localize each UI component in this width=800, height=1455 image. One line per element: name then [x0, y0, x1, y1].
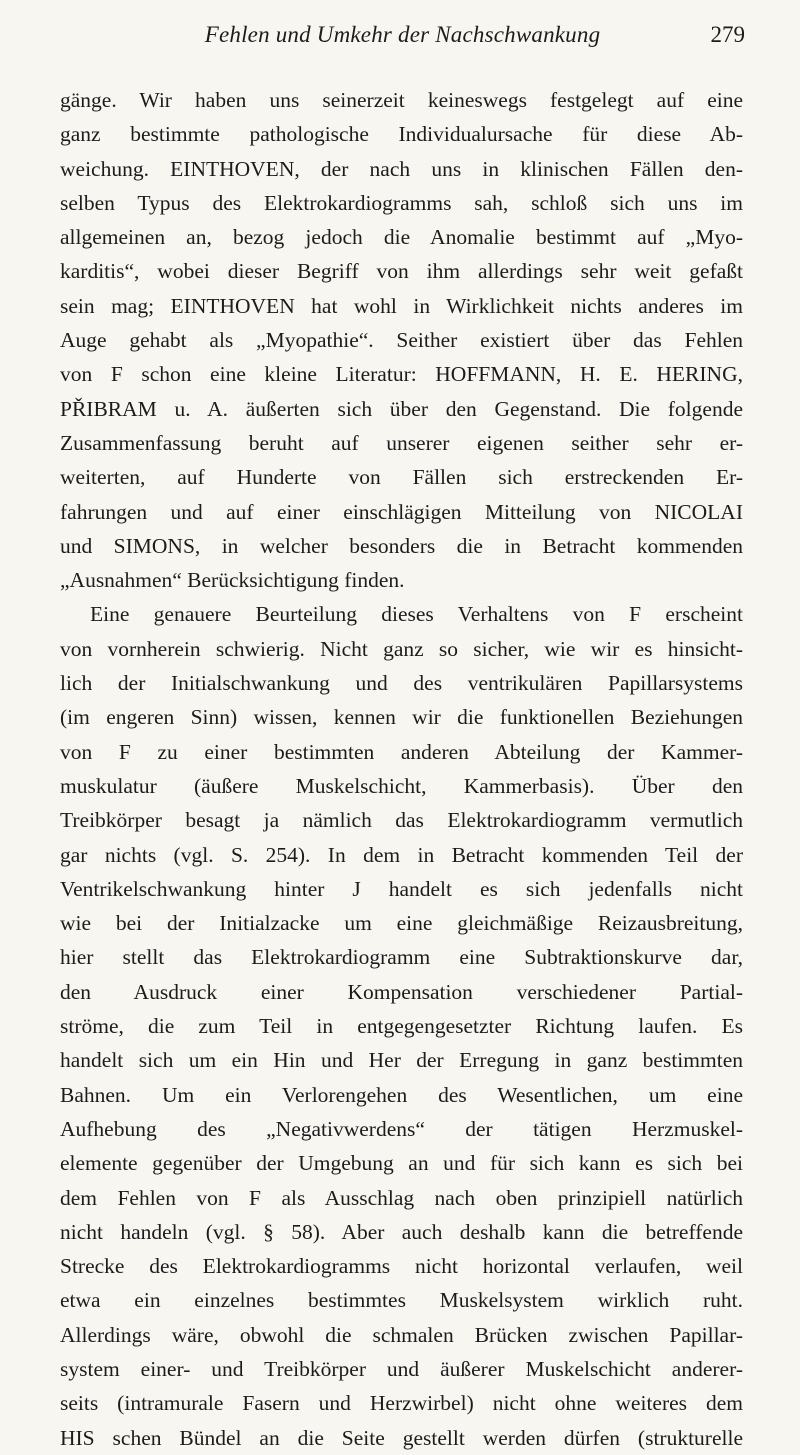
text-line: Ventrikelschwankung hinter J handelt es sich jedenfalls nicht: [60, 876, 743, 901]
text-line: karditis“, wobei dieser Begriff von ihm allerdings sehr weit gefaßt: [60, 259, 743, 284]
text-line: Allerdings wäre, obwohl die schmalen Brücken zwischen Papillar-: [60, 1322, 743, 1347]
text-line: Zusammenfassung beruht auf unserer eigenen seither sehr er-: [60, 430, 743, 455]
text-line: handelt sich um ein Hin und Her der Erregung in ganz bestimmten: [60, 1048, 743, 1073]
text-line: ströme, die zum Teil in entgegengesetzter Richtung laufen. Es: [60, 1014, 743, 1039]
text-line: (im engeren Sinn) wissen, kennen wir die funktionellen Beziehungen: [60, 705, 743, 730]
text-line: Treibkörper besagt ja nämlich das Elektrokardiogramm vermutlich: [60, 808, 743, 833]
text-line: fahrungen und auf einer einschlägigen Mitteilung von NICOLAI: [60, 499, 743, 524]
text-line: von vornherein schwierig. Nicht ganz so sicher, wie wir es hinsicht-: [60, 636, 743, 661]
text-line: weichung. EINTHOVEN, der nach uns in klinischen Fällen den-: [60, 156, 743, 181]
text-line: muskulatur (äußere Muskelschicht, Kammerbasis). Über den: [60, 773, 743, 798]
text-line: elemente gegenüber der Umgebung an und für sich kann es sich bei: [60, 1151, 743, 1176]
text-line: system einer- und Treibkörper und äußerer Muskelschicht anderer-: [60, 1356, 743, 1381]
text-line: PŘIBRAM u. A. äußerten sich über den Gegenstand. Die folgende: [60, 396, 743, 421]
text-line: lich der Initialschwankung und des ventrikulären Papillarsystems: [60, 671, 743, 696]
text-line: Aufhebung des „Negativwerdens“ der tätigen Herzmuskel-: [60, 1116, 743, 1141]
running-header: [60, 14, 745, 50]
text-line: und SIMONS, in welcher besonders die in Betracht kommenden: [60, 533, 743, 558]
text-line: gar nichts (vgl. S. 254). In dem in Betracht kommenden Teil der: [60, 842, 743, 867]
text-line: Auge gehabt als „Myopathie“. Seither existiert über das Fehlen: [60, 328, 743, 353]
text-line: ganz bestimmte pathologische Individualursache für diese Ab-: [60, 122, 743, 147]
text-line: von F zu einer bestimmten anderen Abteilung der Kammer-: [60, 739, 743, 764]
text-line: allgemeinen an, bezog jedoch die Anomalie bestimmt auf „Myo-: [60, 225, 743, 250]
text-line: dem Fehlen von F als Ausschlag nach oben prinzipiell natürlich: [60, 1185, 743, 1210]
text-line: hier stellt das Elektrokardiogramm eine Subtraktionskurve dar,: [60, 945, 743, 970]
text-line: sein mag; EINTHOVEN hat wohl in Wirklichkeit nichts anderes im: [60, 293, 743, 318]
text-line: weiterten, auf Hunderte von Fällen sich erstreckenden Er-: [60, 465, 743, 490]
text-line: nicht handeln (vgl. § 58). Aber auch deshalb kann die betreffende: [60, 1219, 743, 1244]
text-line: HIS schen Bündel an die Seite gestellt werden dürfen (strukturelle: [60, 1425, 743, 1450]
text-line: Eine genauere Beurteilung dieses Verhaltens von F erscheint: [90, 602, 743, 627]
text-line: seits (intramurale Fasern und Herzwirbel) nicht ohne weiteres dem: [60, 1391, 743, 1416]
text-line: selben Typus des Elektrokardiogramms sah, schloß sich uns im: [60, 190, 743, 215]
text-line: Strecke des Elektrokardiogramms nicht horizontal verlaufen, weil: [60, 1254, 743, 1279]
text-line: wie bei der Initialzacke um eine gleichmäßige Reizausbreitung,: [60, 911, 743, 936]
text-line: etwa ein einzelnes bestimmtes Muskelsystem wirklich ruht.: [60, 1288, 743, 1313]
text-line: gänge. Wir haben uns seinerzeit keineswegs festgelegt auf eine: [60, 88, 743, 112]
text-line: Bahnen. Um ein Verlorengehen des Wesentlichen, um eine: [60, 1082, 743, 1107]
page-number: 279: [710, 22, 745, 47]
text-line: von F schon eine kleine Literatur: HOFFMANN, H. E. HERING,: [60, 362, 743, 387]
body-text: [60, 83, 743, 1455]
text-line: den Ausdruck einer Kompensation verschiedener Partial-: [60, 979, 743, 1004]
text-line: „Ausnahmen“ Berücksichtigung finden.: [60, 568, 405, 593]
running-title: Fehlen und Umkehr der Nachschwankung: [204, 22, 601, 47]
